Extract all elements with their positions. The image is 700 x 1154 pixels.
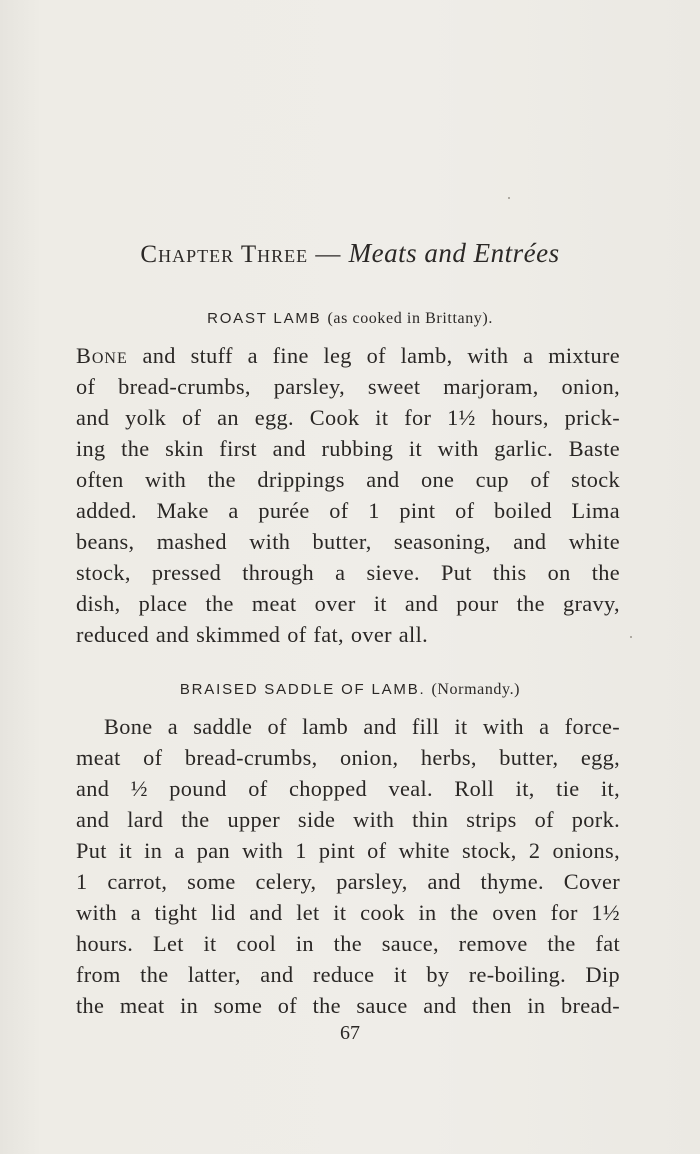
chapter-title: Meats and Entrées [348, 238, 560, 268]
text-line: 1 carrot, some celery, parsley, and thyme. Cover [76, 869, 620, 894]
paper-speck [630, 636, 632, 638]
recipe-note: (as cooked in Brittany). [327, 310, 493, 327]
recipe-title: BRAISED SADDLE OF LAMB. [179, 681, 426, 698]
recipe-title: ROAST LAMB [207, 310, 322, 327]
recipe-body-roast-lamb [76, 340, 620, 650]
paper-speck [508, 197, 510, 199]
text-line: reduced and skimmed of fat, over all. [76, 622, 429, 647]
recipe-body-braised-saddle [76, 711, 620, 1021]
chapter-heading [76, 238, 624, 269]
text-line: and ½ pound of chopped veal. Roll it, tie it, [76, 776, 620, 801]
recipe-heading-roast-lamb [76, 310, 624, 328]
text-line: added. Make a purée of 1 pint of boiled Lima [76, 498, 620, 523]
recipe-heading-braised-saddle [76, 681, 624, 699]
text-line: Put it in a pan with 1 pint of white stock, 2 onions, [76, 838, 620, 863]
text-line: from the latter, and reduce it by re-boiling. Dip [76, 962, 620, 987]
text-line: often with the drippings and one cup of stock [76, 467, 620, 492]
text-line: the meat in some of the sauce and then in bread- [76, 993, 620, 1018]
text-line: dish, place the meat over it and pour the gravy, [76, 591, 620, 616]
text-line: Bone and stuff a fine leg of lamb, with a mixture [76, 343, 620, 368]
text-line: stock, pressed through a sieve. Put this on the [76, 560, 620, 585]
text-line: meat of bread-crumbs, onion, herbs, butter, egg, [76, 745, 620, 770]
text-line: beans, mashed with butter, seasoning, and white [76, 529, 620, 554]
text-line: of bread-crumbs, parsley, sweet marjoram, onion, [76, 374, 620, 399]
lead-word: Bone [76, 343, 128, 368]
recipe-note: (Normandy.) [431, 681, 521, 698]
page-number: 67 [340, 1022, 360, 1044]
text-line: and lard the upper side with thin strips of pork. [76, 807, 620, 832]
text-line: with a tight lid and let it cook in the oven for 1½ [76, 900, 620, 925]
chapter-prefix: Chapter Three — [140, 241, 342, 268]
text-line: and yolk of an egg. Cook it for 1½ hours, prick- [76, 405, 620, 430]
text-line: ing the skin first and rubbing it with garlic. Baste [76, 436, 620, 461]
text-line: Bone a saddle of lamb and fill it with a force- [104, 714, 620, 739]
text-line: hours. Let it cool in the sauce, remove the fat [76, 931, 620, 956]
